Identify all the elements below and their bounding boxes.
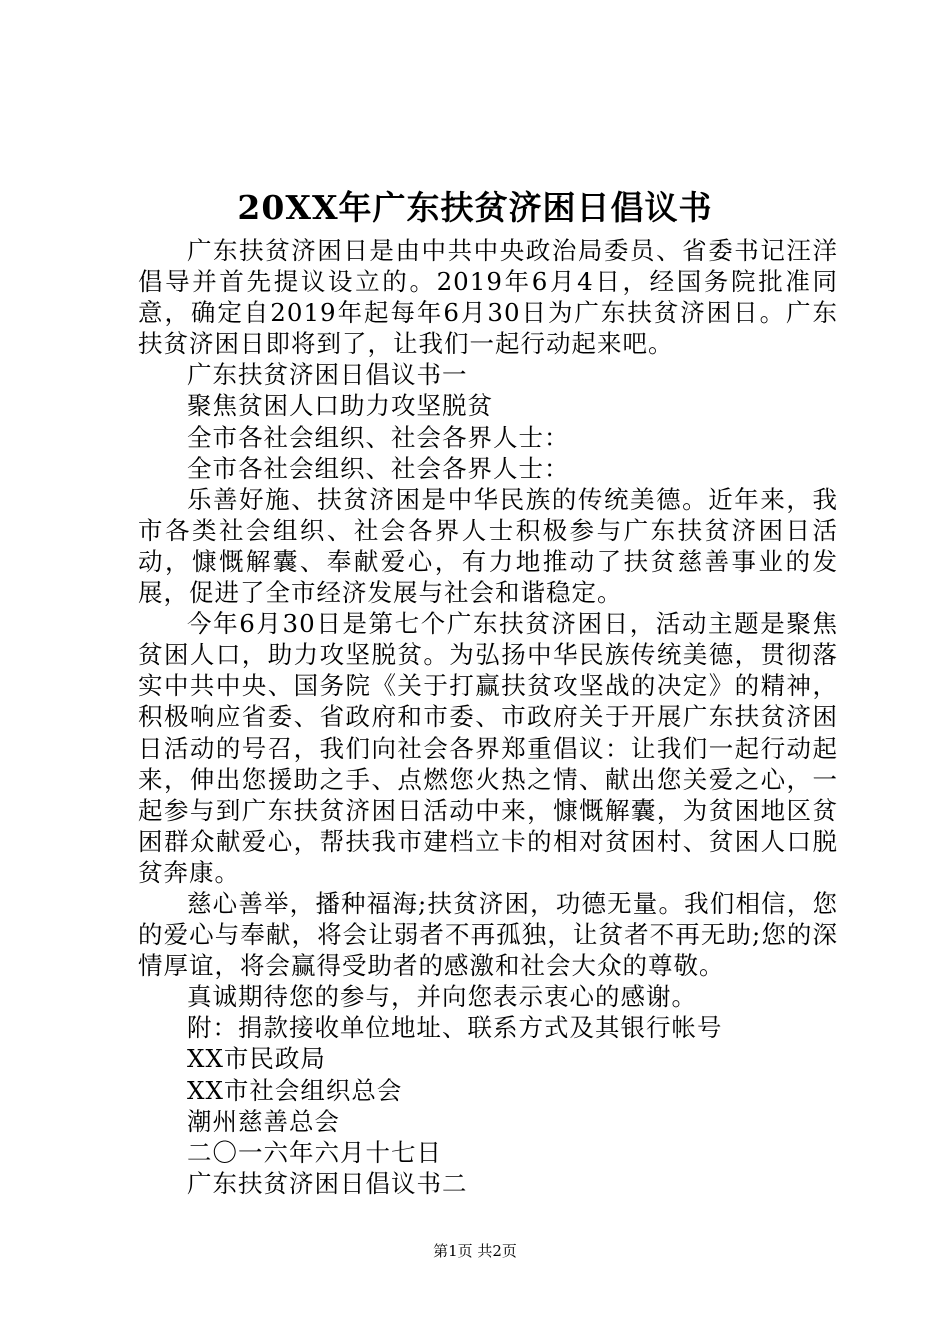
paragraph-attachment: 附：捐款接收单位地址、联系方式及其银行帐号: [187, 1013, 723, 1043]
document-title: 20XX年广东扶贫济困日倡议书: [237, 188, 713, 227]
paragraph-org-charity: 潮州慈善总会: [187, 1106, 340, 1136]
paragraph-heading-two: 广东扶贫济困日倡议书二: [187, 1168, 468, 1198]
paragraph-heading-one: 广东扶贫济困日倡议书一: [187, 360, 468, 390]
paragraph-virtue: 乐善好施、扶贫济困是中华民族的传统美德。近年来，我市各类社会组织、社会各界人士积极参与广东扶贫济困日活动，慷慨解囊、奉献爱心，有力地推动了扶贫慈善事业的发展，促进了全市经济发展与社会和谐稳定。: [138, 484, 838, 608]
paragraph-thanks: 真诚期待您的参与，并向您表示衷心的感谢。: [187, 982, 697, 1012]
paragraph-intro: 广东扶贫济困日是由中共中央政治局委员、省委书记汪洋倡导并首先提议设立的。2019年6月4日，经国务院批准同意，确定自2019年起每年6月30日为广东扶贫济困日。广东扶贫济困日即将到了，让我们一起行动起来吧。: [138, 236, 838, 359]
paragraph-charity: 慈心善举，播种福海;扶贫济困，功德无量。我们相信，您的爱心与奉献，将会让弱者不再孤独，让贫者不再无助;您的深情厚谊，将会赢得受助者的感激和社会大众的尊敬。: [138, 888, 838, 981]
paragraph-org-social-union: XX市社会组织总会: [187, 1075, 403, 1105]
document-body: [138, 235, 838, 1199]
paragraph-proposal: 今年6月30日是第七个广东扶贫济困日，活动主题是聚焦贫困人口，助力攻坚脱贫。为弘扬中华民族传统美德，贯彻落实中共中央、国务院《关于打赢扶贫攻坚战的决定》的精神，积极响应省委、省政府和市委、市政府关于开展广东扶贫济困日活动的号召，我们向社会各界郑重倡议：让我们一起行动起来，伸出您援助之手、点燃您火热之情、献出您关爱之心，一起参与到广东扶贫济困日活动中来，慷慨解囊，为贫困地区贫困群众献爱心，帮扶我市建档立卡的相对贫困村、贫困人口脱贫奔康。: [138, 609, 838, 887]
paragraph-date: 二〇一六年六月十七日: [187, 1137, 442, 1167]
paragraph-org-civil-affairs: XX市民政局: [187, 1044, 326, 1074]
paragraph-salutation-repeat: 全市各社会组织、社会各界人士：: [187, 453, 570, 483]
paragraph-theme: 聚焦贫困人口助力攻坚脱贫: [187, 391, 493, 421]
page-number: 第1页 共2页: [433, 1242, 517, 1260]
paragraph-salutation: 全市各社会组织、社会各界人士：: [187, 422, 570, 452]
